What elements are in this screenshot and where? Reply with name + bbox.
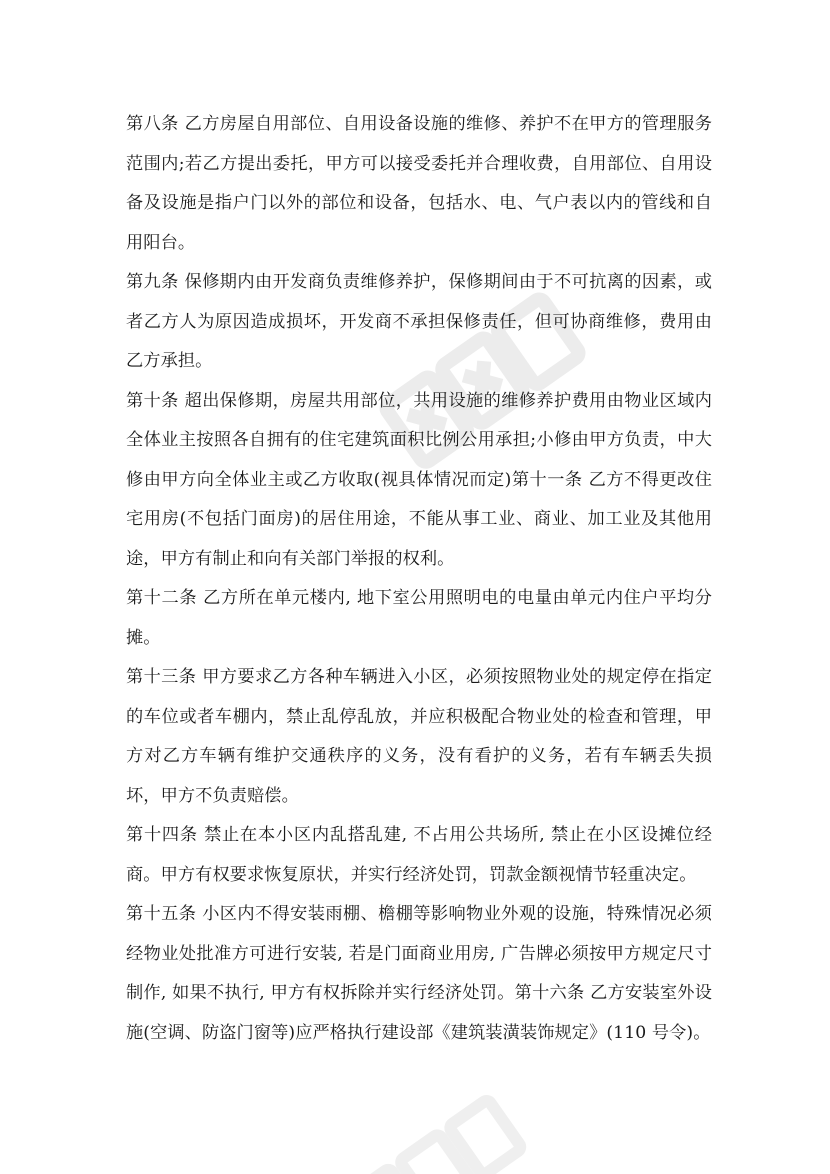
article-9: 第九条 保修期内由开发商负责维修养护，保修期间由于不可抗离的因素，或者乙方人为原因造成损坏，开发商不承担保修责任，但可协商维修，费用由乙方承担。: [126, 272, 712, 371]
article-8: 第八条 乙方房屋自用部位、自用设备设施的维修、养护不在甲方的管理服务范围内;若乙方提出委托，甲方可以接受委托并合理收费，自用部位、自用设备及设施是指户门以外的部位和设备，包括水、电、气户表以内的管线和自用阳台。: [126, 114, 712, 253]
watermark-logo-bottom: [330, 1090, 530, 1174]
article-12: 第十二条 乙方所在单元楼内, 地下室公用照明电的电量由单元内住户平均分摊。: [126, 588, 712, 648]
article-10-11: 第十条 超出保修期，房屋共用部位，共用设施的维修养护费用由物业区域内全体业主按照各自拥有的住宅建筑面积比例公用承担;小修由甲方负责，中大修由甲方向全体业主或乙方收取(视具体情况而定)第十一条 乙方不得更改住宅用房(不包括门面房)的居住用途，不能从事工业、商业、加工业及其他用途，甲方有制止和向有关部门举报的权利。: [126, 390, 712, 569]
article-14: 第十四条 禁止在本小区内乱搭乱建, 不占用公共场所, 禁止在小区设摊位经商。甲方有权要求恢复原状，并实行经济处罚，罚款金额视情节轻重决定。: [126, 825, 712, 885]
document-body: [126, 105, 712, 1053]
article-13: 第十三条 甲方要求乙方各种车辆进入小区，必须按照物业处的规定停在指定的车位或者车棚内，禁止乱停乱放，并应积极配合物业处的检查和管理，甲方对乙方车辆有维护交通秩序的义务，没有看护的义务，若有车辆丢失损坏，甲方不负责赔偿。: [126, 667, 712, 806]
article-15-16: 第十五条 小区内不得安装雨棚、檐棚等影响物业外观的设施，特殊情况必须经物业处批准方可进行安装, 若是门面商业用房, 广告牌必须按甲方规定尺寸制作, 如果不执行, 甲方有权拆除并实行经济处罚。第十六条 乙方安装室外设施(空调、防盗门窗等)应严格执行建设部《建筑装潢装饰规定》(110 号令)。: [126, 904, 712, 1043]
